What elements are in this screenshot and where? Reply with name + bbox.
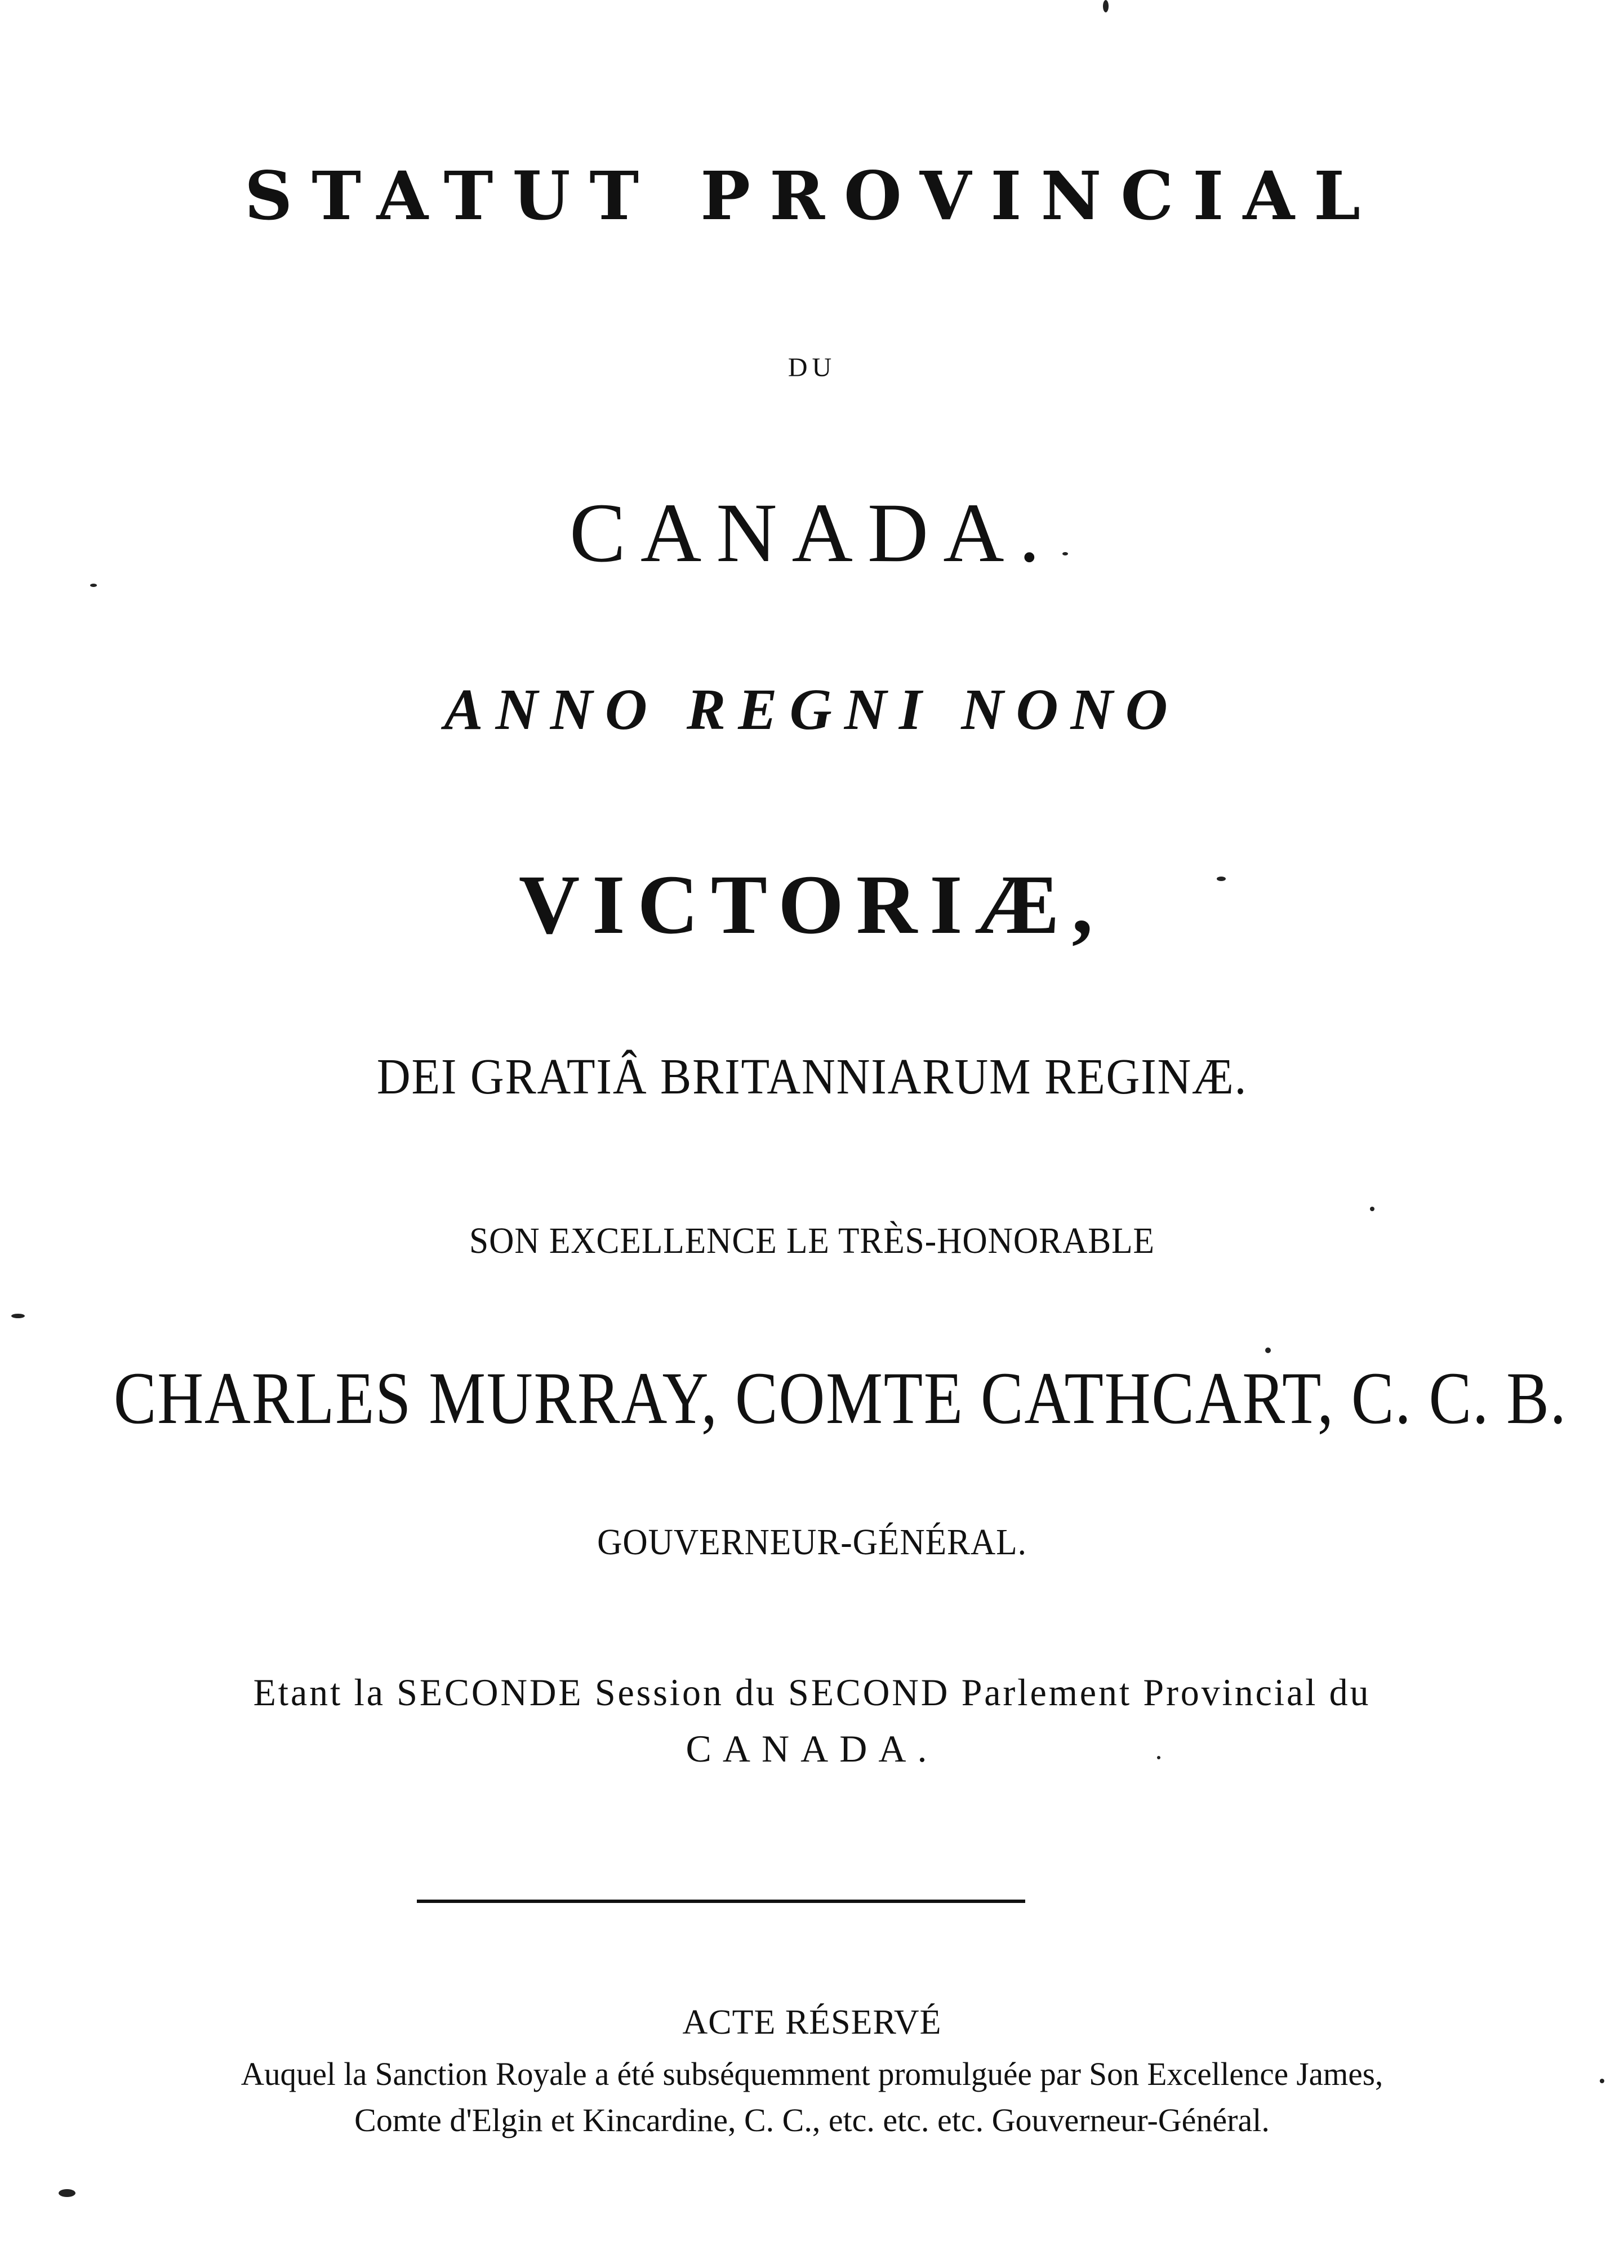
scan-speck [1370,1207,1374,1211]
sanction-line-2: Comte d'Elgin et Kincardine, C. C., etc. etc. etc. Gouverneur-Général. [354,2102,1270,2138]
session-line-1: Etant la SECONDE Session du SECOND Parlement Provincial du [253,1671,1371,1714]
governor-name: CHARLES MURRAY, COMTE CATHCART, C. C. B. [113,1357,1567,1439]
scan-speck [11,1314,25,1318]
scan-speck [1265,1348,1271,1353]
acte-reserve-heading: ACTE RÉSERVÉ [682,2003,942,2042]
scan-speck [1217,877,1226,881]
scan-speck [1157,1756,1160,1759]
scan-speck [90,584,97,587]
scan-speck [1062,552,1068,555]
dei-gratia-line: DEI GRATIÂ BRITANNIARUM REGINÆ. [376,1049,1248,1105]
anno-regni-line: ANNO REGNI NONO [444,677,1180,742]
horizontal-rule [417,1900,1025,1903]
country-heading: CANADA. [569,486,1055,580]
monarch-name: VICTORIÆ, [518,858,1106,951]
scan-speck [1600,2079,1604,2083]
scan-speck [59,2189,75,2197]
governor-title: GOUVERNEUR-GÉNÉRAL. [597,1522,1027,1563]
du-label: DU [787,353,837,383]
son-excellence-line: SON EXCELLENCE LE TRÈS-HONORABLE [469,1220,1155,1261]
statute-title: STATUT PROVINCIAL [244,157,1380,235]
session-line-2: CANADA. [686,1727,938,1770]
scan-speck [1103,0,1109,12]
sanction-line-1: Auquel la Sanction Royale a été subséquemment promulguée par Son Excellence James, [241,2056,1383,2092]
